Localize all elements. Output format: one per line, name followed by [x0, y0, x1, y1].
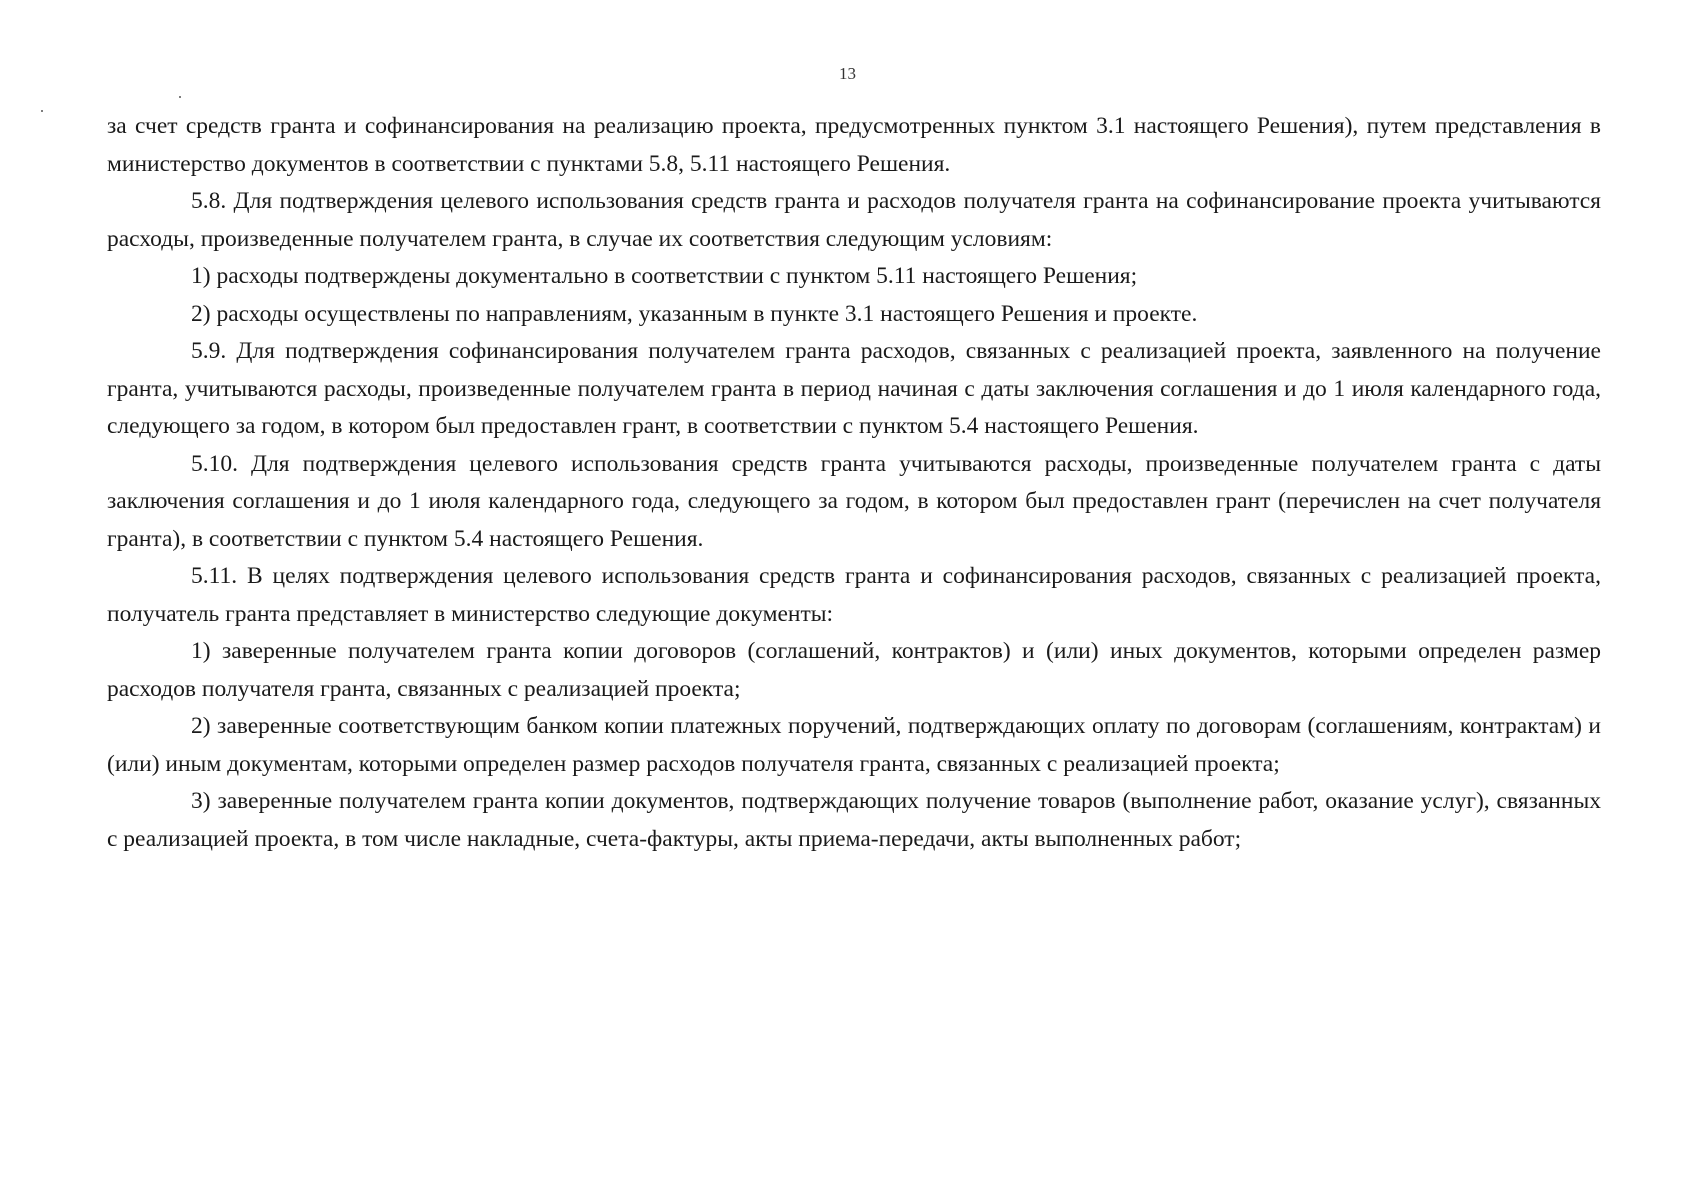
paragraph-5-11-item-2: 2) заверенные соответствующим банком копии платежных поручений, подтверждающих оплату по договорам (соглашениям, контрактам) и (или) иным документам, которыми определен размер расходов получателя гранта, связанных с реализацией проекта; [107, 713, 1601, 777]
paragraph-5-11-item-3: 3) заверенные получателем гранта копии документов, подтверждающих получение товаров (выполнение работ, оказание услуг), связанных с реализацией проекта, в том числе накладные, счета-фактуры, акты приема-передачи, акты выполненных работ; [107, 788, 1601, 852]
paragraph-5-9: 5.9. Для подтверждения софинансирования получателем гранта расходов, связанных с реализацией проекта, заявленного на получение гранта, учитываются расходы, произведенные получателем гранта в период начиная с даты заключения соглашения и до 1 июля календарного года, следующего за годом, в котором был предоставлен грант, в соответствии с пунктом 5.4 настоящего Решения. [107, 338, 1601, 439]
page-number: 13 [839, 64, 856, 83]
paragraph-continuation: за счет средств гранта и софинансирования на реализацию проекта, предусмотренных пунктом 3.1 настоящего Решения), путем представления в министерство документов в соответствии с пунктами 5.8, 5.11 настоящего Решения. [107, 113, 1601, 177]
paragraph-5-11-item-1: 1) заверенные получателем гранта копии договоров (соглашений, контрактов) и (или) иных документов, которыми определен размер расходов получателя гранта, связанных с реализацией проекта; [107, 638, 1601, 702]
paragraph-5-11: 5.11. В целях подтверждения целевого использования средств гранта и софинансирования расходов, связанных с реализацией проекта, получатель гранта представляет в министерство следующие документы: [107, 563, 1601, 627]
paragraph-5-8-item-1: 1) расходы подтверждены документально в соответствии с пунктом 5.11 настоящего Решения; [191, 263, 1138, 289]
document-body [107, 108, 1601, 858]
paragraph-5-10: 5.10. Для подтверждения целевого использования средств гранта учитываются расходы, произведенные получателем гранта с даты заключения соглашения и до 1 июля календарного года, следующего за годом, в котором был предоставлен грант (перечислен на счет получателя гранта), в соответствии с пунктом 5.4 настоящего Решения. [107, 450, 1601, 552]
paragraph-5-8: 5.8. Для подтверждения целевого использования средств гранта и расходов получателя гранта на софинансирование проекта учитываются расходы, произведенные получателем гранта, в случае их соответствия следующим условиям: [107, 188, 1601, 252]
scan-speck [41, 110, 43, 112]
paragraph-5-8-item-2: 2) расходы осуществлены по направлениям, указанным в пункте 3.1 настоящего Решения и проекте. [191, 300, 1198, 327]
scan-speck [179, 96, 181, 98]
